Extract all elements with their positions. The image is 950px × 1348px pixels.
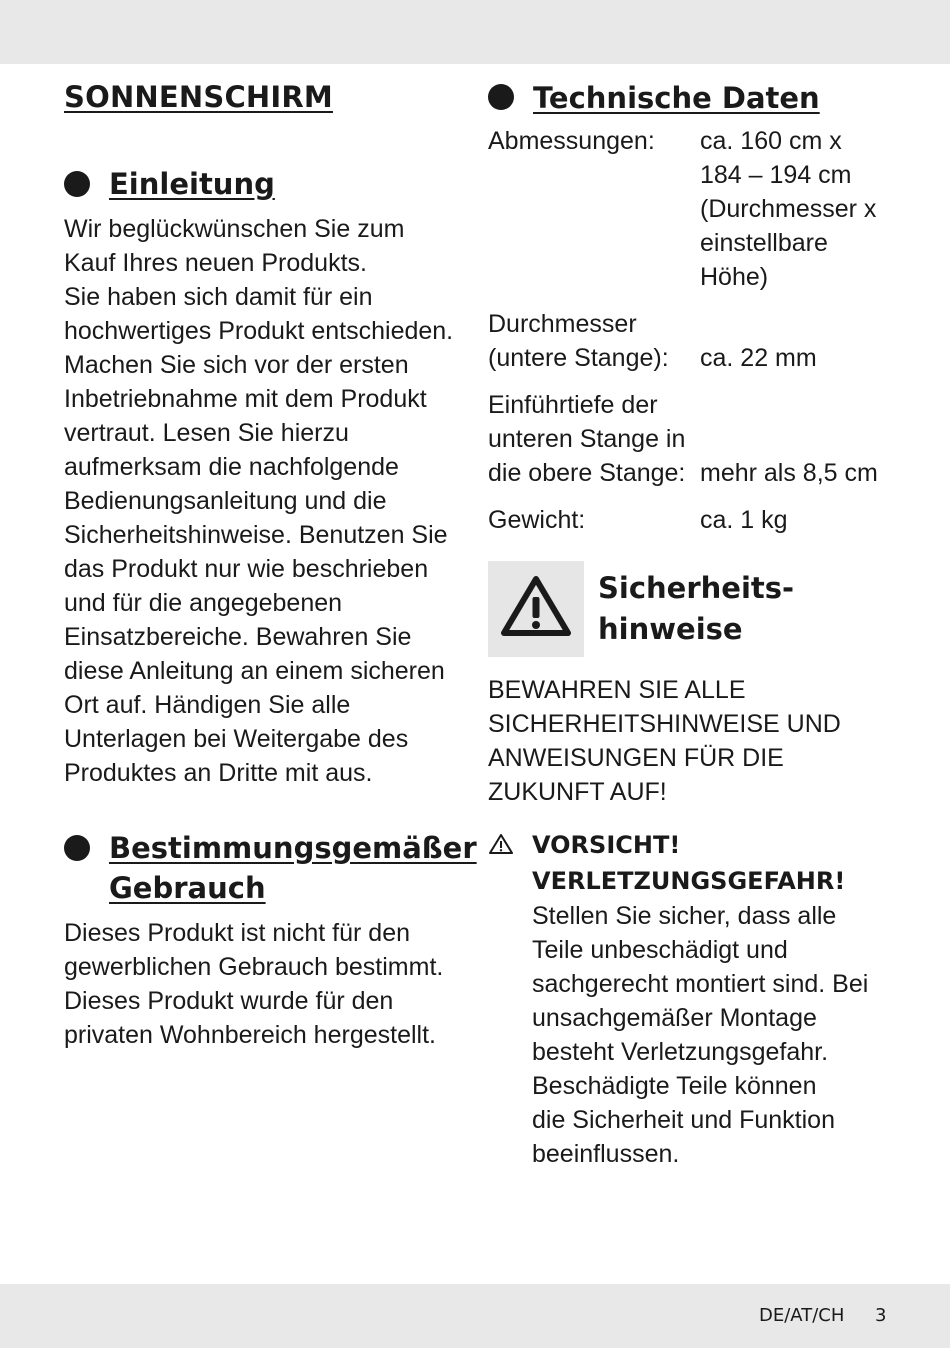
warning-triangle-icon <box>500 575 572 643</box>
text-line: Ort auf. Händigen Sie alle <box>64 691 351 719</box>
bullet-icon <box>488 84 514 110</box>
usage-paragraph <box>64 916 464 1052</box>
text-line: Bedienungsanleitung und die <box>64 487 387 515</box>
text-line: Machen Sie sich vor der ersten <box>64 351 409 379</box>
spec-label: Gewicht: <box>488 506 586 534</box>
page-header-band <box>0 0 950 64</box>
usage-heading-line-1: Bestimmungsgemäßer <box>109 831 477 865</box>
text-line: Produktes an Dritte mit aus. <box>64 759 373 787</box>
small-warning-triangle-icon <box>488 840 514 859</box>
text-line: Dieses Produkt ist nicht für den <box>64 919 410 947</box>
text-line: Sicherheitshinweise. Benutzen Sie <box>64 521 448 549</box>
spec-row <box>488 307 888 375</box>
section-heading-tech <box>488 78 888 118</box>
keep-instructions-notice: BEWAHREN SIE ALLE SICHERHEITSHINWEISE UND ANWEISUNGEN FÜR DIE ZUKUNFT AUF! <box>488 676 841 806</box>
intro-paragraph <box>64 212 464 790</box>
caution-block <box>488 827 888 1171</box>
intro-heading: Einleitung <box>109 167 275 201</box>
spec-value: ca. 1 kg <box>700 506 788 534</box>
document-title: SONNENSCHIRM <box>64 80 333 114</box>
spec-value: ca. 160 cm x 184 – 194 cm (Durchmesser x einstellbare Höhe) <box>700 127 877 291</box>
text-line: das Produkt nur wie beschrieben <box>64 555 429 583</box>
caution-column <box>488 827 532 1171</box>
text-line: und für die angegebenen <box>64 589 343 617</box>
text-line: Sie haben sich damit für ein <box>64 283 373 311</box>
text-line: beeinflussen. <box>532 1140 680 1168</box>
bullet-icon <box>64 171 90 197</box>
text-line: aufmerksam die nachfolgende <box>64 453 399 481</box>
spec-value: mehr als 8,5 cm <box>700 459 878 487</box>
footer-region: DE/AT/CH <box>759 1305 845 1326</box>
usage-heading-line-2: Gebrauch <box>109 871 266 905</box>
caution-content <box>532 827 868 1171</box>
text-line: Beschädigte Teile können <box>532 1072 817 1100</box>
right-column <box>488 78 888 1171</box>
warning-sign-box <box>488 561 584 657</box>
caution-heading: VORSICHT! VERLETZUNGSGEFAHR! <box>532 831 846 895</box>
section-heading-usage <box>64 828 477 908</box>
spec-row <box>488 503 888 537</box>
text-line: Kauf Ihres neuen Produkts. <box>64 249 367 277</box>
left-column <box>64 78 477 1052</box>
text-line: gewerblichen Gebrauch bestimmt. <box>64 953 444 981</box>
text-line: sachgerecht montiert sind. Bei <box>532 970 869 998</box>
safety-heading: Sicherheits- hinweise <box>598 571 795 646</box>
text-line: besteht Verletzungsgefahr. <box>532 1038 829 1066</box>
section-heading-intro <box>64 164 464 204</box>
bullet-icon <box>64 835 90 861</box>
page-number: 3 <box>875 1305 887 1326</box>
text-line: die Sicherheit und Funktion <box>532 1106 835 1134</box>
spec-label: Abmessungen: <box>488 127 655 155</box>
text-line: Wir beglückwünschen Sie zum <box>64 215 405 243</box>
tech-heading: Technische Daten <box>533 81 820 115</box>
spec-value: ca. 22 mm <box>700 344 817 372</box>
spec-row <box>488 124 888 294</box>
text-line: Teile unbeschädigt und <box>532 936 788 964</box>
text-line: unsachgemäßer Montage <box>532 1004 817 1032</box>
text-line: Einsatzbereiche. Bewahren Sie <box>64 623 412 651</box>
safety-heading-block <box>488 561 888 657</box>
text-line: hochwertiges Produkt entschieden. <box>64 317 454 345</box>
text-line: Stellen Sie sicher, dass alle <box>532 902 837 930</box>
tech-spec-table <box>488 124 888 537</box>
text-line: Unterlagen bei Weitergabe des <box>64 725 409 753</box>
spec-row <box>488 388 888 490</box>
text-line: privaten Wohnbereich hergestellt. <box>64 1021 436 1049</box>
text-line: vertraut. Lesen Sie hierzu <box>64 419 349 447</box>
text-line: Inbetriebnahme mit dem Produkt <box>64 385 427 413</box>
text-line: diese Anleitung an einem sicheren <box>64 657 445 685</box>
text-line: Dieses Produkt wurde für den <box>64 987 394 1015</box>
spec-label: Durchmesser (untere Stange): <box>488 310 669 372</box>
spec-label: Einführtiefe der unteren Stange in die obere Stange: <box>488 391 686 487</box>
